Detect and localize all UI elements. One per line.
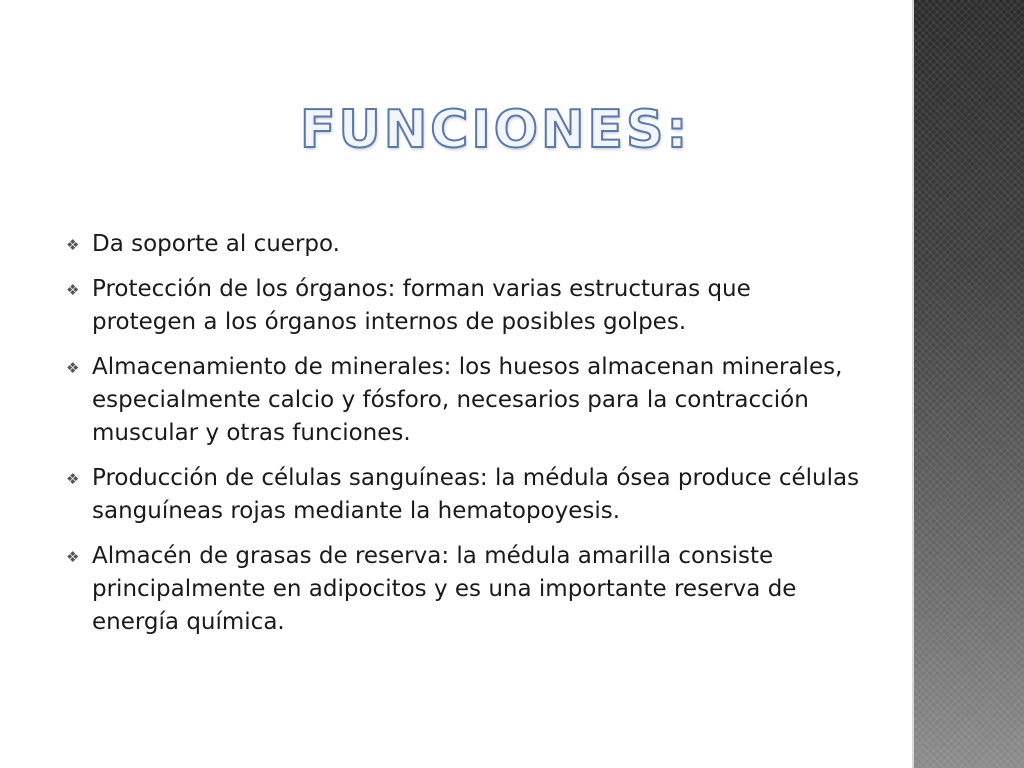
bullet-text: Da soporte al cuerpo.	[92, 231, 340, 257]
four-point-star-icon: ❖	[66, 470, 80, 488]
list-item	[60, 462, 860, 528]
four-point-star-icon: ❖	[66, 548, 80, 566]
bullet-text: Protección de los órganos: forman varias estructuras que protegen a los órganos internos de posibles golpes.	[92, 276, 751, 335]
list-item	[60, 540, 860, 639]
four-point-star-icon: ❖	[66, 359, 80, 377]
bullet-text: Almacén de grasas de reserva: la médula amarilla consiste principalmente en adipocitos y es una importante reserva de energía química.	[92, 543, 797, 635]
bullet-text: Producción de células sanguíneas: la médula ósea produce células sanguíneas rojas mediante la hematopoyesis.	[92, 465, 860, 524]
bullet-list	[60, 228, 860, 651]
slide-title: FUNCIONES:	[300, 100, 691, 160]
list-item	[60, 351, 860, 450]
bullet-text: Almacenamiento de minerales: los huesos almacenan minerales, especialmente calcio y fósforo, necesarios para la contracción muscular y otras funciones.	[92, 354, 843, 446]
list-item	[60, 273, 860, 339]
four-point-star-icon: ❖	[66, 281, 80, 299]
list-item	[60, 228, 860, 261]
decorative-side-panel	[912, 0, 1024, 768]
four-point-star-icon: ❖	[66, 236, 80, 254]
